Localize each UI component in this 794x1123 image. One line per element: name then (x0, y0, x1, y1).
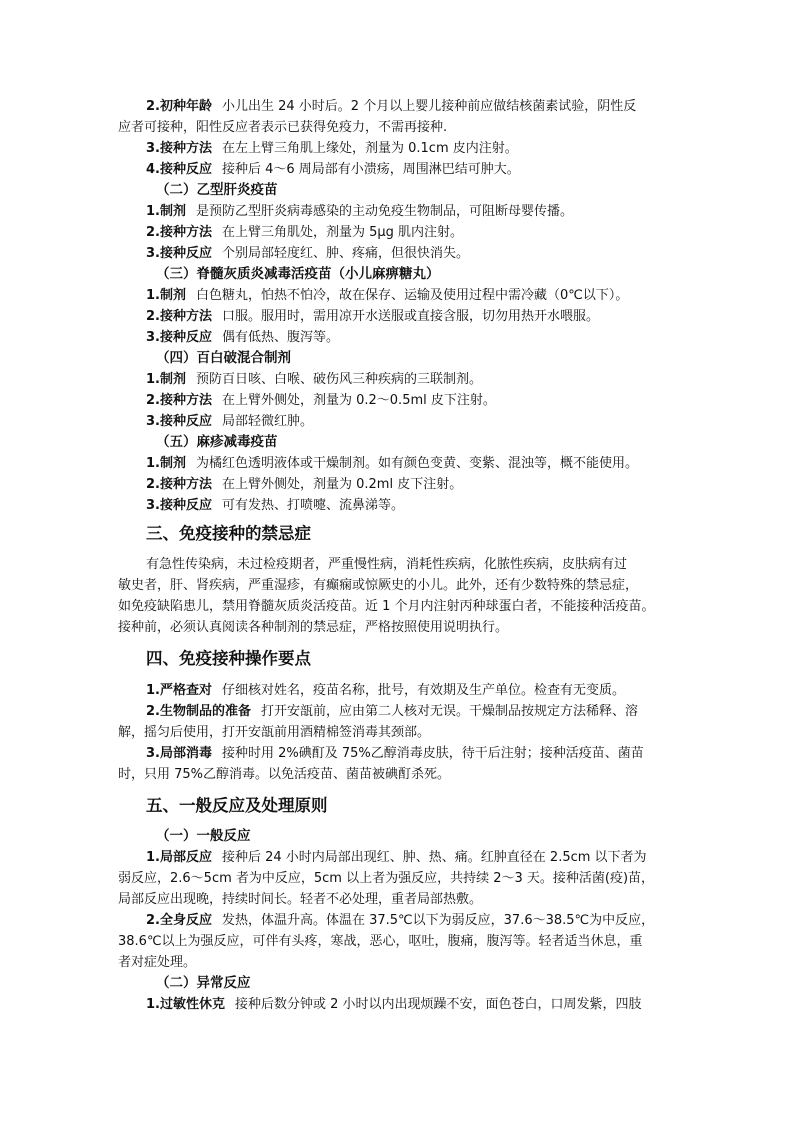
item-text: 白色糖丸，怕热不怕冷，故在保存、运输及使用过程中需冷藏（0℃以下）。 (195, 288, 629, 303)
contra-line-1: 有急性传染病，未过检疫期者，严重慢性病，消耗性疾病，化脓性疾病，皮肤病有过 (146, 557, 628, 572)
measles-line-3 (146, 495, 706, 516)
polio-line-2 (146, 306, 706, 327)
item-label: 3.接种反应 (146, 330, 212, 345)
item-label: 3.局部消毒 (146, 746, 212, 761)
ops-line-2-cont: 解，摇匀后使用，打开安瓿前用酒精棉签消毒其颈部。 (118, 725, 431, 740)
measles-line-2 (146, 474, 706, 495)
contra-line-3: 如免疫缺陷患儿，禁用脊髓灰质炎活疫苗。近 1 个月内注射丙种球蛋白者，不能接种活疫苗。 (118, 599, 655, 614)
hepb-line-3 (146, 243, 706, 264)
item-label: 1.过敏性休克 (146, 997, 225, 1012)
item-label: 2.全身反应 (146, 913, 212, 928)
item-label: 1.严格查对 (146, 683, 212, 698)
local-reaction-cont-1: 弱反应，2.6～5cm 者为中反应，5cm 以上者为强反应，共持续 2～3 天。接种活菌(疫)苗， (118, 871, 655, 886)
item-label: 2.生物制品的准备 (146, 704, 251, 719)
item-text: 局部轻微红肿。 (221, 414, 313, 429)
contra-line-4: 接种前，必须认真阅读各种制剂的禁忌症，严格按照使用说明执行。 (118, 620, 509, 635)
ops-line-2 (146, 701, 706, 722)
item-label: 4.接种反应 (146, 162, 212, 177)
bcg-reaction-line (146, 159, 706, 180)
polio-line-1 (146, 285, 706, 306)
item-text: 接种后 4～6 周局部有小溃疡，周围淋巴结可肿大。 (221, 162, 520, 177)
item-text: 仔细核对姓名，疫苗名称，批号，有效期及生产单位。检查有无变质。 (221, 683, 625, 698)
item-text: 接种时用 2%碘酊及 75%乙醇消毒皮肤，待干后注射；接种活疫苗、菌苗 (221, 746, 644, 761)
ops-line-3 (146, 743, 706, 764)
item-text: 发热，体温升高。体温在 37.5℃以下为弱反应，37.6～38.5℃为中反应， (221, 913, 655, 928)
item-label: 1.制剂 (146, 372, 186, 387)
measles-heading: （五）麻疹减毒疫苗 (156, 434, 278, 450)
contraindications-heading: 三、免疫接种的禁忌症 (146, 524, 311, 543)
item-label: 2.接种方法 (146, 393, 212, 408)
bcg-age-cont: 应者可接种，阳性反应者表示已获得免疫力，不需再接种. (118, 120, 448, 135)
item-text: 在上臂外侧处，剂量为 0.2～0.5ml 皮下注射。 (221, 393, 496, 408)
hepb-heading: （二）乙型肝炎疫苗 (156, 182, 278, 198)
item-label: 3.接种方法 (146, 141, 212, 156)
item-label: 1.制剂 (146, 456, 186, 471)
item-text: 接种后 24 小时内局部出现红、肿、热、痛。红肿直径在 2.5cm 以下者为 (221, 850, 647, 865)
item-text: 在左上臂三角肌上缘处，剂量为 0.1cm 皮内注射。 (221, 141, 518, 156)
item-text: 可有发热、打喷嚏、流鼻涕等。 (221, 498, 404, 513)
item-text: 接种后数分钟或 2 小时以内出现烦躁不安，面色苍白，口周发紫，四肢 (234, 997, 642, 1012)
item-text: 口服。服用时，需用凉开水送服或直接含服，切勿用热开水喂服。 (221, 309, 599, 324)
item-label: 3.接种反应 (146, 246, 212, 261)
ops-line-3-cont: 时，只用 75%乙醇消毒。以免活疫苗、菌苗被碘酊杀死。 (118, 767, 451, 782)
item-text: 在上臂三角肌处，剂量为 5μg 肌内注射。 (221, 225, 464, 240)
item-text: 个别局部轻度红、肿、疼痛，但很快消失。 (221, 246, 469, 261)
dpt-line-2 (146, 390, 706, 411)
item-text: 是预防乙型肝炎病毒感染的主动免疫生物制品，可阻断母婴传播。 (195, 204, 573, 219)
polio-line-3 (146, 327, 706, 348)
item-text: 为橘红色透明液体或干燥制剂。如有颜色变黄、变紫、混浊等，概不能使用。 (195, 456, 638, 471)
bcg-age-line (146, 96, 706, 117)
item-label: 1.制剂 (146, 288, 186, 303)
operations-heading: 四、免疫接种操作要点 (146, 649, 311, 668)
item-label: 3.接种反应 (146, 498, 212, 513)
item-label: 3.接种反应 (146, 414, 212, 429)
item-text: 偶有低热、腹泻等。 (221, 330, 339, 345)
item-label: 2.接种方法 (146, 477, 212, 492)
item-label: 1.局部反应 (146, 850, 212, 865)
systemic-reaction-cont-2: 者对症处理。 (118, 955, 197, 970)
hepb-line-1 (146, 201, 706, 222)
item-label: 2.接种方法 (146, 309, 212, 324)
dpt-heading: （四）百白破混合制剂 (156, 350, 291, 366)
systemic-reaction-cont-1: 38.6℃以上为强反应，可伴有头疼，寒战，恶心，呕吐，腹痛，腹泻等。轻者适当休息，重 (118, 934, 643, 949)
general-reaction-subheading: （一）一般反应 (156, 828, 251, 844)
item-text: 小儿出生 24 小时后。2 个月以上婴儿接种前应做结核菌素试验，阴性反 (221, 99, 637, 114)
dpt-line-3 (146, 411, 706, 432)
contra-line-2: 敏史者，肝、肾疾病，严重湿疹，有癫痫或惊厥史的小儿。此外，还有少数特殊的禁忌症， (118, 578, 639, 593)
measles-line-1 (146, 453, 706, 474)
ops-line-1 (146, 680, 706, 701)
dpt-line-1 (146, 369, 706, 390)
item-text: 预防百日咳、白喉、破伤风三种疾病的三联制剂。 (195, 372, 482, 387)
item-text: 在上臂外侧处，剂量为 0.2ml 皮下注射。 (221, 477, 463, 492)
item-label: 2.接种方法 (146, 225, 212, 240)
item-label: 2.初种年龄 (146, 99, 212, 114)
bcg-method-line (146, 138, 706, 159)
systemic-reaction-line (146, 910, 706, 931)
local-reaction-cont-2: 局部反应出现晚，持续时间长。轻者不必处理，重者局部热敷。 (118, 892, 483, 907)
local-reaction-line (146, 847, 706, 868)
polio-heading: （三）脊髓灰质炎减毒活疫苗（小儿麻痹糖丸） (156, 266, 440, 282)
hepb-line-2 (146, 222, 706, 243)
anaphylaxis-line (146, 994, 706, 1015)
abnormal-reaction-subheading: （二）异常反应 (156, 975, 251, 991)
reactions-heading: 五、一般反应及处理原则 (146, 796, 328, 815)
item-text: 打开安瓿前，应由第二人核对无误。干燥制品按规定方法稀释、溶 (260, 704, 638, 719)
item-label: 1.制剂 (146, 204, 186, 219)
